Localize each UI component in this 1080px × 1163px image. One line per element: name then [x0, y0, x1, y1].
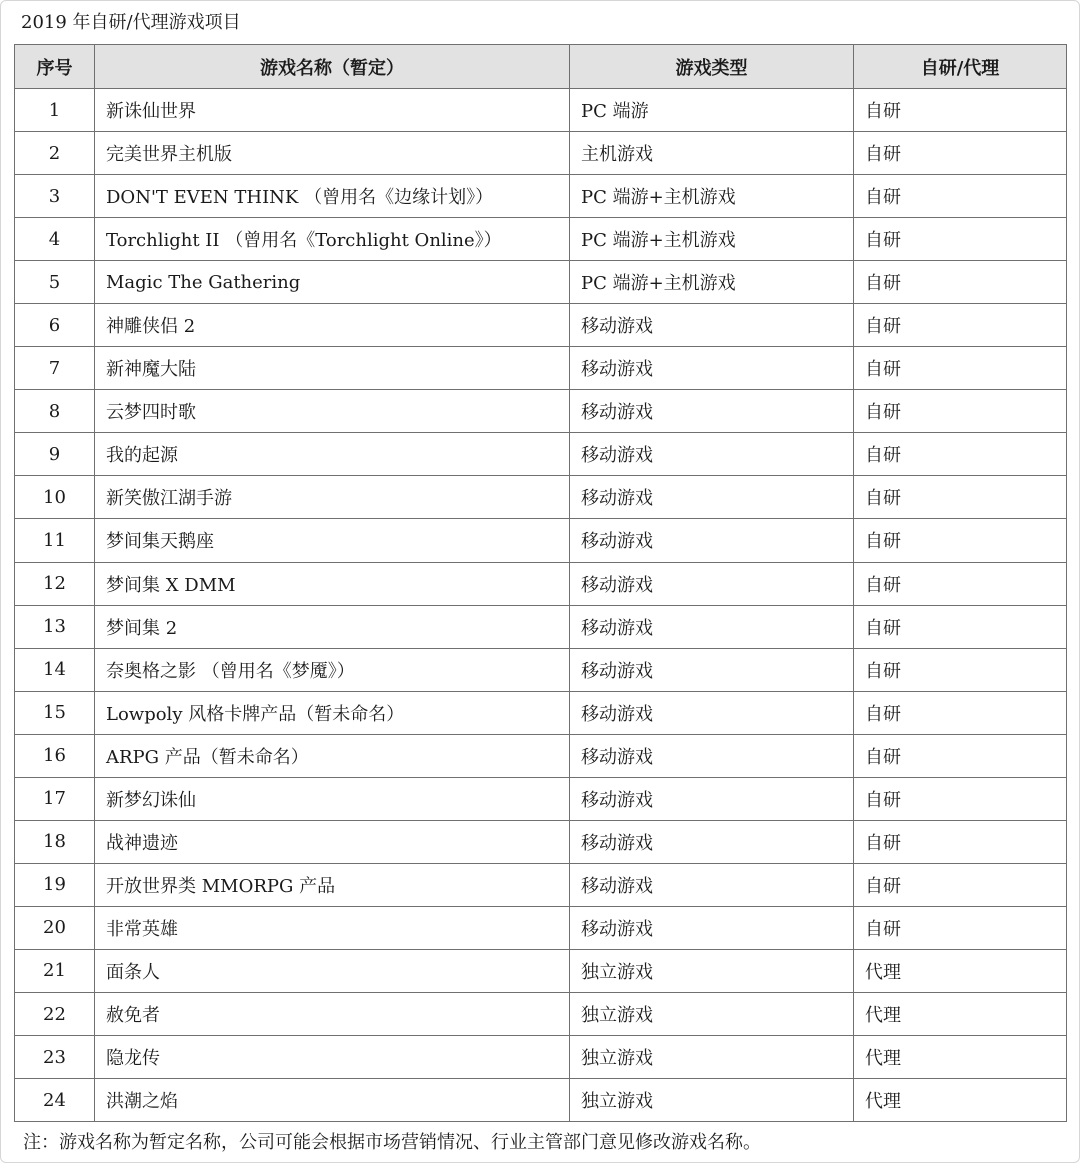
cell-development-mode: 自研 [854, 175, 1067, 218]
table-row [15, 347, 1067, 390]
cell-game-type: 移动游戏 [570, 777, 854, 820]
cell-game-type: PC 端游+主机游戏 [570, 218, 854, 261]
cell-game-name: 新诛仙世界 [95, 89, 570, 132]
cell-game-name: ARPG 产品（暂未命名） [95, 734, 570, 777]
cell-game-type: 移动游戏 [570, 347, 854, 390]
cell-development-mode: 自研 [854, 476, 1067, 519]
cell-development-mode: 自研 [854, 605, 1067, 648]
cell-game-name: 神雕侠侣 2 [95, 304, 570, 347]
cell-game-type: 移动游戏 [570, 863, 854, 906]
cell-development-mode: 自研 [854, 863, 1067, 906]
footnote: 注：游戏名称为暂定名称，公司可能会根据市场营销情况、行业主管部门意见修改游戏名称。 [23, 1132, 761, 1153]
header-game-type: 游戏类型 [570, 45, 854, 89]
table-row [15, 476, 1067, 519]
cell-game-type: 移动游戏 [570, 648, 854, 691]
cell-development-mode: 自研 [854, 132, 1067, 175]
cell-development-mode: 自研 [854, 218, 1067, 261]
cell-game-type: 移动游戏 [570, 433, 854, 476]
table-row [15, 562, 1067, 605]
cell-game-name: 非常英雄 [95, 906, 570, 949]
cell-game-name: 面条人 [95, 949, 570, 992]
cell-game-name: 梦间集 2 [95, 605, 570, 648]
cell-development-mode: 自研 [854, 433, 1067, 476]
table-header-row [15, 45, 1067, 89]
table-row [15, 992, 1067, 1035]
table-row [15, 433, 1067, 476]
cell-game-name: Magic The Gathering [95, 261, 570, 304]
cell-game-name: 奈奥格之影 （曾用名《梦魇》） [95, 648, 570, 691]
cell-serial-number: 17 [15, 777, 95, 820]
cell-game-type: 独立游戏 [570, 949, 854, 992]
cell-game-type: 移动游戏 [570, 476, 854, 519]
cell-game-type: 移动游戏 [570, 562, 854, 605]
cell-serial-number: 1 [15, 89, 95, 132]
cell-game-type: 移动游戏 [570, 691, 854, 734]
cell-serial-number: 9 [15, 433, 95, 476]
cell-game-name: 战神遗迹 [95, 820, 570, 863]
table-row [15, 1036, 1067, 1079]
cell-game-type: PC 端游+主机游戏 [570, 261, 854, 304]
table-caption: 2019 年自研/代理游戏项目 [21, 12, 241, 33]
cell-development-mode: 自研 [854, 519, 1067, 562]
cell-serial-number: 23 [15, 1036, 95, 1079]
table-row [15, 691, 1067, 734]
cell-game-name: 完美世界主机版 [95, 132, 570, 175]
cell-development-mode: 自研 [854, 347, 1067, 390]
cell-game-name: Lowpoly 风格卡牌产品（暂未命名） [95, 691, 570, 734]
table-row [15, 777, 1067, 820]
cell-game-name: 开放世界类 MMORPG 产品 [95, 863, 570, 906]
cell-serial-number: 14 [15, 648, 95, 691]
cell-development-mode: 代理 [854, 1079, 1067, 1122]
cell-serial-number: 10 [15, 476, 95, 519]
cell-game-type: 移动游戏 [570, 519, 854, 562]
cell-game-name: 梦间集天鹅座 [95, 519, 570, 562]
cell-development-mode: 自研 [854, 562, 1067, 605]
cell-development-mode: 自研 [854, 691, 1067, 734]
cell-serial-number: 15 [15, 691, 95, 734]
cell-development-mode: 自研 [854, 648, 1067, 691]
cell-development-mode: 代理 [854, 992, 1067, 1035]
table-row [15, 820, 1067, 863]
cell-development-mode: 自研 [854, 390, 1067, 433]
table-row [15, 132, 1067, 175]
cell-serial-number: 6 [15, 304, 95, 347]
cell-game-type: 移动游戏 [570, 605, 854, 648]
cell-game-name: 洪潮之焰 [95, 1079, 570, 1122]
cell-game-name: 隐龙传 [95, 1036, 570, 1079]
cell-serial-number: 16 [15, 734, 95, 777]
cell-game-name: 新梦幻诛仙 [95, 777, 570, 820]
cell-serial-number: 11 [15, 519, 95, 562]
cell-game-type: 移动游戏 [570, 906, 854, 949]
cell-game-name: 新笑傲江湖手游 [95, 476, 570, 519]
header-development-mode: 自研/代理 [854, 45, 1067, 89]
cell-serial-number: 24 [15, 1079, 95, 1122]
table-row [15, 605, 1067, 648]
cell-game-name: 赦免者 [95, 992, 570, 1035]
cell-serial-number: 7 [15, 347, 95, 390]
table-row [15, 304, 1067, 347]
cell-development-mode: 自研 [854, 777, 1067, 820]
cell-development-mode: 代理 [854, 1036, 1067, 1079]
cell-game-name: 梦间集 X DMM [95, 562, 570, 605]
cell-serial-number: 21 [15, 949, 95, 992]
cell-game-type: PC 端游+主机游戏 [570, 175, 854, 218]
table-row [15, 734, 1067, 777]
cell-game-type: 独立游戏 [570, 1079, 854, 1122]
cell-game-type: PC 端游 [570, 89, 854, 132]
cell-development-mode: 自研 [854, 261, 1067, 304]
table-row [15, 863, 1067, 906]
cell-game-type: 主机游戏 [570, 132, 854, 175]
table-row [15, 949, 1067, 992]
cell-game-name: 新神魔大陆 [95, 347, 570, 390]
cell-serial-number: 4 [15, 218, 95, 261]
cell-development-mode: 代理 [854, 949, 1067, 992]
table-row [15, 519, 1067, 562]
cell-serial-number: 8 [15, 390, 95, 433]
table-row [15, 390, 1067, 433]
cell-game-type: 独立游戏 [570, 992, 854, 1035]
table-row [15, 89, 1067, 132]
cell-game-type: 移动游戏 [570, 820, 854, 863]
cell-serial-number: 12 [15, 562, 95, 605]
cell-serial-number: 22 [15, 992, 95, 1035]
table-row [15, 261, 1067, 304]
cell-game-type: 移动游戏 [570, 390, 854, 433]
cell-development-mode: 自研 [854, 734, 1067, 777]
games-table [14, 44, 1067, 1122]
cell-game-type: 独立游戏 [570, 1036, 854, 1079]
cell-development-mode: 自研 [854, 89, 1067, 132]
cell-development-mode: 自研 [854, 906, 1067, 949]
cell-game-name: Torchlight II （曾用名《Torchlight Online》） [95, 218, 570, 261]
table-row [15, 175, 1067, 218]
cell-serial-number: 19 [15, 863, 95, 906]
cell-serial-number: 5 [15, 261, 95, 304]
table-body [15, 89, 1067, 1122]
cell-serial-number: 20 [15, 906, 95, 949]
table-row [15, 1079, 1067, 1122]
cell-serial-number: 18 [15, 820, 95, 863]
header-serial-number: 序号 [15, 45, 95, 89]
cell-development-mode: 自研 [854, 820, 1067, 863]
table-row [15, 906, 1067, 949]
cell-serial-number: 2 [15, 132, 95, 175]
cell-game-name: 我的起源 [95, 433, 570, 476]
cell-game-name: DON'T EVEN THINK （曾用名《边缘计划》） [95, 175, 570, 218]
cell-game-name: 云梦四时歌 [95, 390, 570, 433]
header-game-name: 游戏名称（暂定） [95, 45, 570, 89]
cell-serial-number: 13 [15, 605, 95, 648]
cell-serial-number: 3 [15, 175, 95, 218]
table-row [15, 648, 1067, 691]
cell-game-type: 移动游戏 [570, 304, 854, 347]
cell-game-type: 移动游戏 [570, 734, 854, 777]
table-row [15, 218, 1067, 261]
cell-development-mode: 自研 [854, 304, 1067, 347]
